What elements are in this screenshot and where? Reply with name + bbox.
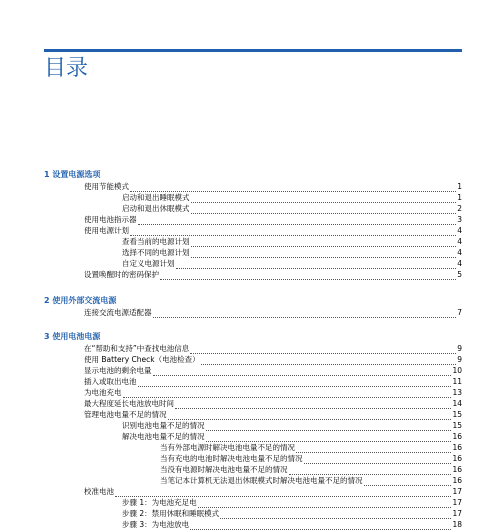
toc-entry-label: 使用节能模式 [84,182,129,191]
toc-page-number: 1 [457,182,462,191]
dot-leader [175,400,451,409]
dot-leader [153,367,452,376]
toc-page-number: 16 [452,454,462,463]
toc-entry[interactable] [84,409,462,420]
toc-entry[interactable] [122,497,462,508]
toc-entry-label: 连接交流电源适配器 [84,308,152,317]
dot-leader [123,389,452,398]
toc-entry[interactable] [84,486,462,497]
toc-page-number: 9 [457,344,462,353]
toc-entry-label: 当有外部电源时解决电池电量不足的情况 [160,443,295,452]
toc-page-number: 18 [452,520,462,529]
toc-page-number: 14 [452,399,462,408]
toc-entry-label: 当没有电源时解决电池电量不足的情况 [160,465,288,474]
toc-entry[interactable] [122,420,462,431]
toc-entry-label: 识别电池电量不足的情况 [122,421,205,430]
toc-entry[interactable] [84,269,462,280]
toc-page-number: 16 [452,465,462,474]
toc-page-number: 16 [452,432,462,441]
dot-leader [206,433,452,442]
toc-entry[interactable] [160,453,462,464]
toc-entry-label: 步骤 3：为电池放电 [122,520,190,529]
toc-entry[interactable] [160,464,462,475]
toc-entry-label: 显示电池的剩余电量 [84,366,152,375]
toc-entry-label: 为电池充电 [84,388,122,397]
toc-page-number: 4 [457,226,462,235]
toc-entry-label: 在“帮助和支持”中查找电池信息 [84,344,190,353]
toc-page-number: 10 [452,366,462,375]
dot-leader [190,345,456,354]
toc-entry-label: 设置唤醒时的密码保护 [84,270,159,279]
toc-entry-label: 使用 Battery Check（电池检查） [84,355,200,364]
toc-page-number: 7 [457,308,462,317]
toc-page-number: 15 [452,410,462,419]
dot-leader [289,466,452,475]
toc-page-number: 17 [452,509,462,518]
toc-entry[interactable] [84,387,462,398]
toc-entry-label: 选择不同的电源计划 [122,248,190,257]
dot-leader [206,422,452,431]
toc-page-number: 16 [452,443,462,452]
toc-page-number: 4 [457,248,462,257]
dot-leader [364,477,452,486]
dot-leader [115,488,451,497]
dot-leader [198,499,452,508]
toc-entry-label: 校准电池 [84,487,114,496]
toc-entry[interactable] [84,376,462,387]
dot-leader [191,194,457,203]
toc-page-number: 17 [452,487,462,496]
dot-leader [191,205,457,214]
toc-section-heading[interactable]: 3 使用电池电源 [44,332,101,341]
toc-page-number: 5 [457,270,462,279]
toc-entry[interactable] [84,225,462,236]
toc-entry[interactable] [122,203,462,214]
toc-entry[interactable] [84,398,462,409]
dot-leader [191,249,457,258]
toc-entry[interactable] [84,365,462,376]
dot-leader [191,238,457,247]
toc-entry-label: 步骤 1：为电池充足电 [122,498,197,507]
toc-entry[interactable] [84,354,462,365]
toc-page-number: 3 [457,215,462,224]
dot-leader [296,444,451,453]
page-title: 目录 [44,56,89,81]
toc-entry-label: 插入或取出电池 [84,377,137,386]
dot-leader [160,271,456,280]
toc-entry-label: 自定义电源计划 [122,259,175,268]
dot-leader [190,521,451,530]
toc-entry-label: 使用电源计划 [84,226,129,235]
dot-leader [220,510,451,519]
toc-entry[interactable] [122,519,462,530]
dot-leader [168,411,452,420]
dot-leader [130,227,456,236]
toc-page-number: 17 [452,498,462,507]
toc-entry-label: 最大程度延长电池放电时间 [84,399,174,408]
toc-entry[interactable] [84,214,462,225]
toc-entry[interactable] [122,192,462,203]
toc-entry[interactable] [160,442,462,453]
toc-entry[interactable] [84,307,462,318]
toc-page-number: 4 [457,259,462,268]
toc-page-number: 9 [457,355,462,364]
toc-section-heading[interactable]: 2 使用外部交流电源 [44,296,117,305]
toc-entry[interactable] [84,343,462,354]
toc-page-number: 11 [452,377,462,386]
dot-leader [138,216,457,225]
toc-entry-label: 步骤 2：禁用休眠和睡眠模式 [122,509,220,518]
toc-page-number: 2 [457,204,462,213]
toc-page-number: 4 [457,237,462,246]
toc-entry-label: 管理电池电量不足的情况 [84,410,167,419]
toc-entry-label: 解决电池电量不足的情况 [122,432,205,441]
dot-leader [138,378,452,387]
dot-leader [153,309,457,318]
dot-leader [130,183,456,192]
toc-entry[interactable] [84,181,462,192]
toc-entry[interactable] [160,475,462,486]
toc-entry-label: 启动和退出休眠模式 [122,204,190,213]
toc-entry[interactable] [122,236,462,247]
toc-page-number: 16 [452,476,462,485]
toc-section-heading[interactable]: 1 设置电源选项 [44,170,101,179]
toc-entry[interactable] [122,508,462,519]
toc-entry[interactable] [122,247,462,258]
toc-entry-label: 查看当前的电源计划 [122,237,190,246]
dot-leader [304,455,452,464]
toc-page-number: 13 [452,388,462,397]
toc-entry-label: 当有充电的电池时解决电池电量不足的情况 [160,454,303,463]
toc-entry[interactable] [122,431,462,442]
toc-entry-label: 当笔记本计算机无法退出休眠模式时解决电池电量不足的情况 [160,476,363,485]
toc-entry-label: 使用电池指示器 [84,215,137,224]
dot-leader [201,356,457,365]
toc-entry-label: 启动和退出睡眠模式 [122,193,190,202]
dot-leader [176,260,457,269]
toc-page-number: 1 [457,193,462,202]
toc-page-number: 15 [452,421,462,430]
toc-entry[interactable] [122,258,462,269]
